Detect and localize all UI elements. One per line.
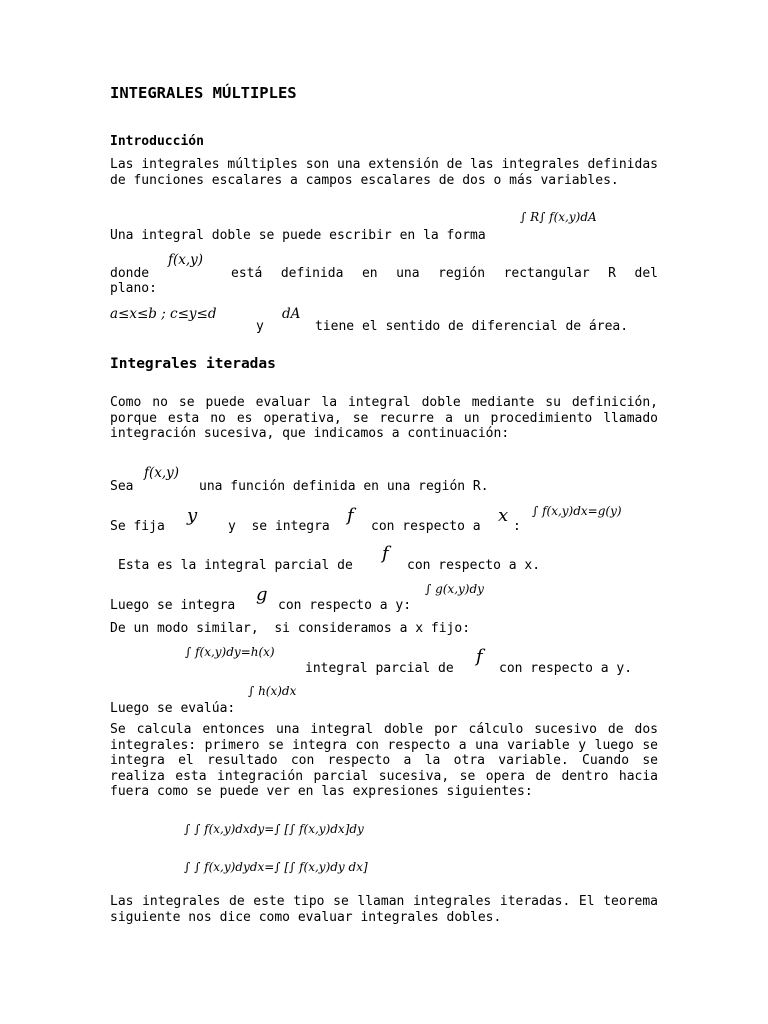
y-se-integra: y se integra	[228, 519, 330, 534]
formula-g-dy: ∫ g(x,y)dy	[425, 582, 484, 596]
page-title: INTEGRALES MÚLTIPLES	[110, 84, 297, 102]
donde-rest: está definida en una región rectangular R del	[231, 266, 658, 281]
f-symbol-3: f	[476, 646, 483, 667]
f-symbol-2: f	[382, 543, 389, 564]
closing-paragraph: Las integrales de este tipo se llaman integrales iteradas. El teorema siguiente nos dice como evaluar integrales dobles.	[110, 894, 658, 925]
x-symbol: x	[498, 505, 509, 526]
donde-label: donde	[110, 266, 150, 281]
formula-h-of-x: ∫ f(x,y)dy=h(x)	[185, 645, 275, 659]
integral-form-line: Una integral doble se puede escribir en la forma	[110, 228, 486, 243]
integral-parcial-de: integral parcial de	[305, 661, 454, 676]
con-respecto-y-colon: con respecto a y:	[278, 598, 412, 613]
intro-paragraph: Las integrales múltiples son una extensión de las integrales definidas de funciones escalares a campos escalares de dos o más variables.	[110, 157, 658, 188]
luego-evalua: Luego se evalúa:	[110, 701, 236, 716]
iterated-expression-2: ∫ ∫ f(x,y)dydx=∫ [∫ f(x,y)dy dx]	[184, 860, 368, 874]
area-differential-text: tiene el sentido de diferencial de área.	[315, 319, 629, 334]
fxy-symbol: f(x,y)	[168, 252, 204, 268]
y-connector: y	[256, 319, 264, 334]
plano-label: plano:	[110, 281, 157, 296]
modo-similar: De un modo similar, si consideramos a x fijo:	[110, 621, 471, 636]
g-symbol: g	[256, 584, 268, 605]
iterated-heading: Integrales iteradas	[110, 356, 276, 372]
sea-fxy-symbol: f(x,y)	[144, 465, 180, 481]
iterated-expression-1: ∫ ∫ f(x,y)dxdy=∫ [∫ f(x,y)dx]dy	[184, 822, 364, 836]
formula-h-dx: ∫ h(x)dx	[248, 684, 297, 698]
con-respecto-y: con respecto a y.	[499, 661, 633, 676]
successive-paragraph: Se calcula entonces una integral doble por cálculo sucesivo de dos integrales: primero se integra con respecto a una variable y luego se integra el resultado con respecto a la otra variable. Cuando se realiza esta integración parcial sucesiva, se opera de dentro hacia fuera como se puede ver en las expresiones siguientes:	[110, 722, 658, 799]
se-fija-label: Se fija	[110, 519, 165, 534]
double-integral-formula: ∫ R∫ f(x,y)dA	[520, 210, 597, 224]
colon: :	[513, 519, 521, 534]
region-bounds: a≤x≤b ; c≤y≤d	[110, 306, 217, 322]
dA-symbol: dA	[282, 306, 301, 322]
iterated-paragraph: Como no se puede evaluar la integral doble mediante su definición, porque esta no es operativa, se recurre a un procedimiento llamado integración sucesiva, que indicamos a continuación:	[110, 395, 658, 441]
luego-integra: Luego se integra	[110, 598, 236, 613]
intro-heading: Introducción	[110, 134, 204, 149]
formula-g-of-y: ∫ f(x,y)dx=g(y)	[532, 504, 622, 518]
fixed-y-symbol: y	[187, 505, 198, 526]
con-respecto-x: con respecto a x.	[407, 558, 541, 573]
sea-rest: una función definida en una región R.	[199, 479, 489, 494]
con-respecto-a: con respecto a	[371, 519, 481, 534]
sea-label: Sea	[110, 479, 134, 494]
f-symbol-1: f	[347, 505, 354, 526]
partial-integral-text: Esta es la integral parcial de	[118, 558, 353, 573]
